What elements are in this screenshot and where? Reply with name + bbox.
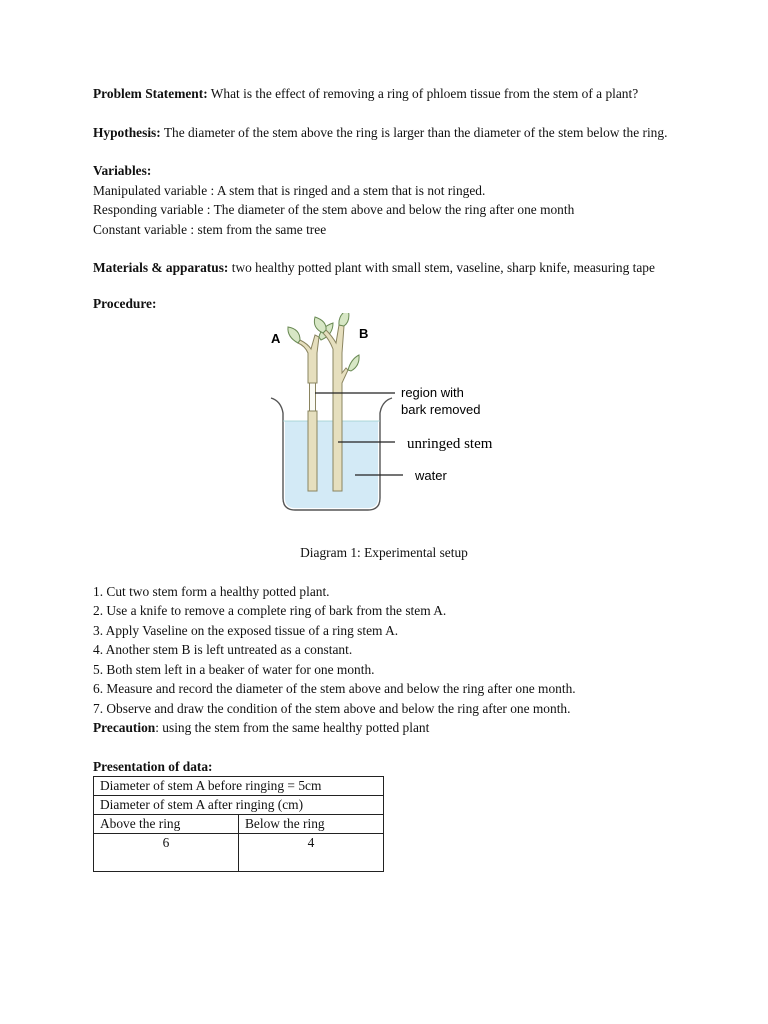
precaution-label: Precaution [93, 720, 156, 735]
table-header-above: Above the ring [94, 815, 239, 834]
stem-a-leaf-left [288, 327, 300, 343]
variable-manipulated: Manipulated variable : A stem that is ringed and a stem that is not ringed. [93, 182, 486, 198]
procedure-step-6: 6. Measure and record the diameter of the stem above and below the ring after one month. [93, 681, 576, 696]
label-region-line1: region with [401, 385, 464, 400]
stem-a-upper [298, 335, 319, 383]
procedure-step-5: 5. Both stem left in a beaker of water for one month. [93, 661, 375, 677]
stem-a-ring-region [310, 383, 316, 411]
experimental-setup-diagram [93, 313, 675, 543]
stem-b-leaf-small [348, 355, 359, 371]
procedure-heading: Procedure: [93, 295, 157, 311]
hypothesis [93, 123, 675, 143]
table-cell-after: Diameter of stem A after ringing (cm) [94, 796, 384, 815]
water-fill [285, 421, 378, 508]
variable-responding: Responding variable : The diameter of the stem above and below the ring after one month [93, 202, 575, 217]
hypothesis-label: Hypothesis: [93, 124, 161, 140]
procedure-step-1: 1. Cut two stem form a healthy potted plant. [93, 583, 330, 599]
precaution-text: : using the stem from the same healthy potted plant [155, 720, 430, 735]
diagram-illustration [93, 313, 675, 523]
procedure-step-2: 2. Use a knife to remove a complete ring of bark from the stem A. [93, 603, 447, 618]
label-unringed-stem: unringed stem [407, 436, 493, 452]
diagram-caption: Diagram 1: Experimental setup [300, 545, 468, 560]
stem-a-lower [308, 411, 317, 491]
label-a: A [271, 331, 281, 346]
table-row [94, 834, 384, 872]
problem-statement-label: Problem Statement: [93, 86, 208, 101]
document-page [93, 84, 675, 872]
label-water: water [415, 468, 447, 483]
problem-statement-text: What is the effect of removing a ring of phloem tissue from the stem of a plant? [207, 86, 639, 101]
table-header-below: Below the ring [239, 815, 384, 834]
variable-constant: Constant variable : stem from the same tree [93, 221, 327, 237]
procedure-step-4: 4. Another stem B is left untreated as a constant. [93, 642, 353, 657]
table-row [94, 815, 384, 834]
label-region-line2: bark removed [401, 402, 481, 417]
table-value-below: 4 [239, 834, 384, 872]
materials-text: two healthy potted plant with small stem, vaseline, sharp knife, measuring tape [228, 260, 655, 275]
precaution [93, 718, 675, 738]
data-table [93, 776, 384, 872]
procedure-step-7: 7. Observe and draw the condition of the stem above and below the ring after one month. [93, 700, 571, 716]
stem-b-leaf-left [314, 317, 326, 333]
stem-b-leaf-right [339, 313, 349, 326]
hypothesis-text: The diameter of the stem above the ring is larger than the diameter of the stem below the ring. [160, 124, 668, 140]
materials-label: Materials & apparatus: [93, 260, 229, 275]
problem-statement [93, 84, 675, 104]
variables-heading: Variables: [93, 163, 152, 178]
table-cell-before: Diameter of stem A before ringing = 5cm [94, 777, 384, 796]
table-value-above: 6 [94, 834, 239, 872]
label-b: B [359, 326, 369, 341]
table-row [94, 777, 384, 796]
procedure-step-3: 3. Apply Vaseline on the exposed tissue of a ring stem A. [93, 622, 399, 638]
presentation-heading: Presentation of data: [93, 758, 213, 774]
table-row [94, 796, 384, 815]
materials [93, 258, 675, 278]
